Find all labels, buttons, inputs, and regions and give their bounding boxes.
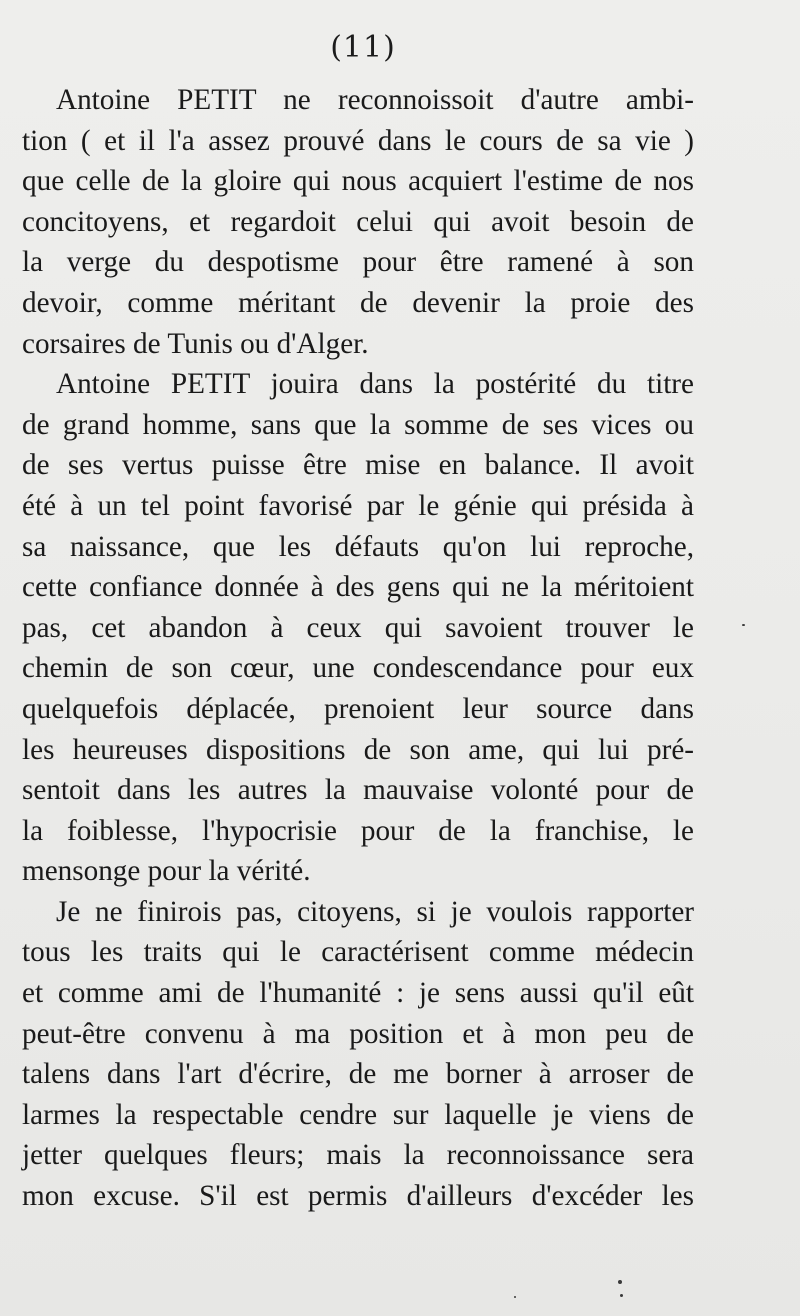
text-line: la foiblesse, l'hypocrisie pour de la franchise, le	[22, 814, 694, 847]
ink-speck	[514, 1296, 516, 1298]
text-line: de ses vertus puisse être mise en balance. Il avoit	[22, 449, 694, 482]
page-number: (11)	[330, 30, 396, 65]
paragraph-3	[22, 892, 694, 1217]
text-line: les heureuses dispositions de son ame, qui lui pré-	[22, 733, 694, 766]
text-line: Antoine PETIT ne reconnoissoit d'autre ambi-	[56, 84, 694, 116]
text-line: talens dans l'art d'écrire, de me borner à arroser de	[22, 1058, 694, 1091]
text-line: été à un tel point favorisé par le génie qui présida à	[22, 489, 694, 522]
text-line: peut-être convenu à ma position et à mon peu de	[22, 1017, 694, 1050]
text-line: la verge du despotisme pour être ramené à son	[22, 246, 694, 279]
ink-speck	[742, 624, 745, 626]
text-line: Je ne finirois pas, citoyens, si je voulois rapporter	[56, 895, 694, 928]
text-line: cette confiance donnée à des gens qui ne la méritoient	[22, 571, 694, 604]
text-line: sa naissance, que les défauts qu'on lui reproche,	[22, 530, 694, 563]
text-line: quelquefois déplacée, prenoient leur source dans	[22, 692, 694, 725]
body-text	[22, 80, 694, 1217]
text-line: devoir, comme méritant de devenir la proie des	[22, 286, 694, 319]
ink-speck	[618, 1280, 622, 1284]
text-line: et comme ami de l'humanité : je sens aussi qu'il eût	[22, 977, 694, 1010]
text-line: larmes la respectable cendre sur laquelle je viens de	[22, 1098, 694, 1131]
text-line: mon excuse. S'il est permis d'ailleurs d'excéder les	[22, 1180, 694, 1213]
text-line: sentoit dans les autres la mauvaise volonté pour de	[22, 774, 694, 807]
text-line: chemin de son cœur, une condescendance pour eux	[22, 652, 694, 685]
text-line: que celle de la gloire qui nous acquiert l'estime de nos	[22, 165, 694, 198]
text-line: pas, cet abandon à ceux qui savoient trouver le	[22, 611, 694, 644]
paragraph-1	[22, 80, 694, 364]
ink-speck	[620, 1294, 623, 1297]
text-line: tous les traits qui le caractérisent comme médecin	[22, 936, 694, 969]
text-line: mensonge pour la vérité.	[22, 855, 311, 888]
text-line: corsaires de Tunis ou d'Alger.	[22, 327, 369, 360]
text-line: de grand homme, sans que la somme de ses vices ou	[22, 408, 694, 441]
paragraph-2	[22, 364, 694, 892]
text-line: concitoyens, et regardoit celui qui avoit besoin de	[22, 205, 694, 238]
text-line: jetter quelques fleurs; mais la reconnoissance sera	[22, 1139, 694, 1172]
text-line: tion ( et il l'a assez prouvé dans le cours de sa vie )	[22, 124, 694, 157]
text-line: Antoine PETIT jouira dans la postérité du titre	[56, 368, 694, 401]
